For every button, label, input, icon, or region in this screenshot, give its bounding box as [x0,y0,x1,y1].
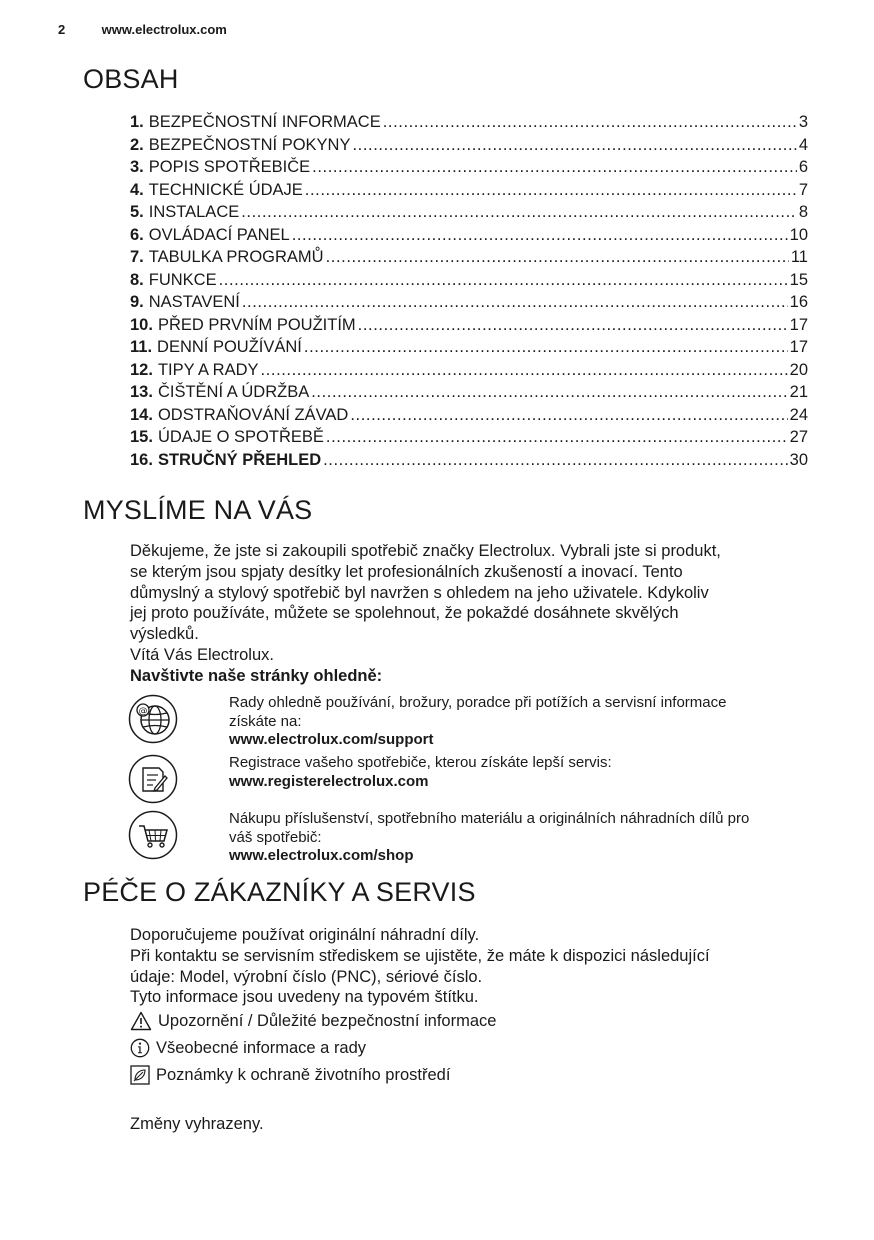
toc-item-title: POPIS SPOTŘEBIČE [148,158,311,176]
toc-leader [242,291,788,314]
intro-text [130,541,820,687]
service-text [130,925,820,1008]
legend-environment-text: Poznámky k ochraně životního prostředí [156,1065,451,1084]
toc-item-page: 7 [798,180,808,199]
toc-item[interactable] [130,359,808,382]
legend-warning-text: Upozornění / Důležité bezpečnostní informace [158,1011,497,1030]
svg-text:@: @ [138,706,148,717]
toc-leader [261,359,788,382]
website-link[interactable]: www.electrolux.com [101,22,227,37]
toc-item-page: 8 [798,203,808,221]
toc-item-page: 15 [789,270,808,289]
toc-item-page: 11 [790,248,808,266]
toc-item[interactable] [130,449,808,472]
toc-leader [383,111,797,134]
toc-item-page: 6 [798,158,808,176]
support-link-text [229,694,814,750]
registration-form-icon [128,754,178,804]
toc-item[interactable] [130,179,808,202]
toc-item-number: 14. [130,405,153,424]
register-link-text [229,754,814,791]
toc-item-page: 17 [789,315,808,334]
toc-item-title: PŘED PRVNÍM POUŽITÍM [157,315,356,334]
toc-item-number: 3. [130,158,144,176]
support-url[interactable]: www.electrolux.com/support [229,731,434,748]
toc-item[interactable] [130,404,808,427]
legend-environment [130,1065,450,1085]
toc-leader [323,449,788,472]
intro-line: důmyslný a stylový spotřebič byl navržen s ohledem na jeho uživatele. Kdykoliv [130,583,709,602]
table-of-contents [130,111,808,471]
shop-url[interactable]: www.electrolux.com/shop [229,847,414,864]
toc-item-title: TIPY A RADY [157,360,259,379]
toc-item-title: NASTAVENÍ [148,293,240,311]
toc-item-title: ÚDAJE O SPOTŘEBĚ [157,428,324,446]
toc-item-page: 24 [789,405,808,424]
toc-item-number: 10. [130,315,153,334]
toc-item-number: 9. [130,293,144,311]
toc-item[interactable] [130,224,808,247]
toc-item-number: 6. [130,225,144,244]
register-url[interactable]: www.registerelectrolux.com [229,772,429,790]
page-number: 2 [58,22,66,37]
toc-item-number: 8. [130,270,144,289]
intro-line: jej proto používáte, můžete se spolehnout, že pokaždé dosáhnete skvělých [130,604,679,623]
toc-item-page: 16 [789,293,808,311]
toc-item[interactable] [130,111,808,134]
toc-item-number: 2. [130,135,144,154]
toc-item[interactable] [130,156,808,179]
toc-item-title: STRUČNÝ PŘEHLED [157,450,322,469]
toc-item[interactable] [130,246,808,269]
toc-item-page: 21 [789,383,808,401]
toc-leader [311,381,787,404]
toc-item-title: DENNÍ POUŽÍVÁNÍ [157,338,302,356]
toc-leader [292,224,788,247]
section-heading-service: PÉČE O ZÁKAZNÍKY A SERVIS [83,877,476,907]
globe-icon [128,694,178,744]
toc-leader [326,246,789,269]
toc-leader [350,404,787,427]
toc-item-number: 15. [130,428,153,446]
service-line: údaje: Model, výrobní číslo (PNC), sériové číslo. [130,967,483,986]
toc-item-page: 27 [789,428,808,446]
toc-item-page: 3 [798,113,808,131]
toc-item-title: BEZPEČNOSTNÍ POKYNY [148,135,351,154]
toc-item-number: 12. [130,360,153,379]
toc-item[interactable] [130,291,808,314]
support-desc-1: Rady ohledně používání, brožury, poradce při potížích a servisní informace [229,694,727,711]
toc-item[interactable] [130,314,808,337]
toc-item-page: 4 [798,135,808,154]
toc-item-title: ČIŠTĚNÍ A ÚDRŽBA [157,383,310,401]
toc-item-title: BEZPEČNOSTNÍ INFORMACE [148,113,381,131]
toc-item-page: 20 [789,360,808,379]
toc-leader [312,156,797,179]
toc-item-number: 13. [130,383,153,401]
toc-item-title: INSTALACE [148,203,240,221]
toc-leader [305,179,797,202]
toc-item-number: 4. [130,180,144,199]
toc-item-title: TECHNICKÉ ÚDAJE [148,180,303,199]
toc-item[interactable] [130,426,808,449]
toc-item-title: TABULKA PROGRAMŮ [148,248,324,266]
toc-item[interactable] [130,381,808,404]
support-desc-2: získáte na: [229,712,302,730]
toc-item-page: 17 [789,338,808,356]
intro-line: Děkujeme, že jste si zakoupili spotřebič značky Electrolux. Vybrali jste si produkt, [130,542,721,560]
toc-item-title: ODSTRAŇOVÁNÍ ZÁVAD [157,405,349,424]
toc-leader [241,201,797,224]
toc-leader [352,134,796,157]
legend-warning [130,1011,496,1031]
service-line: Při kontaktu se servisním střediskem se ujistěte, že máte k dispozici následující [130,946,710,965]
shop-desc-1: Nákupu příslušenství, spotřebního materiálu a originálních náhradních dílů pro [229,810,750,827]
toc-leader [219,269,788,292]
service-line: Doporučujeme používat originální náhradní díly. [130,926,480,944]
toc-item-page: 10 [789,225,808,244]
changes-note: Změny vyhrazeny. [130,1115,264,1133]
info-icon [130,1038,150,1058]
toc-item-page: 30 [789,450,808,469]
toc-item-number: 7. [130,248,144,266]
shop-desc-2: váš spotřebič: [229,828,322,846]
register-desc: Registrace vašeho spotřebiče, kterou získáte lepší servis: [229,754,612,771]
service-line: Tyto informace jsou uvedeny na typovém štítku. [130,988,479,1007]
toc-item-number: 11. [130,338,153,356]
toc-item-title: OVLÁDACÍ PANEL [148,225,290,244]
toc-heading: OBSAH [83,64,179,94]
toc-leader [304,336,788,359]
toc-leader [326,426,788,449]
warning-triangle-icon [130,1011,152,1031]
shop-link-text [229,810,814,866]
intro-line: se kterým jsou spjaty desítky let profesionálních zkušeností a inovací. Tento [130,562,683,581]
toc-item[interactable] [130,134,808,157]
page-header [58,22,227,37]
leaf-icon [130,1065,150,1085]
legend-info-text: Všeobecné informace a rady [156,1038,367,1057]
legend-info [130,1038,366,1058]
signature: Vítá Vás Electrolux. [130,645,274,664]
visit-label: Navštivte naše stránky ohledně: [130,666,383,685]
toc-item[interactable] [130,201,808,224]
toc-leader [358,314,788,337]
shopping-cart-icon [128,810,178,860]
intro-line: výsledků. [130,625,199,644]
toc-item-number: 16. [130,450,153,469]
toc-item-number: 5. [130,203,144,221]
toc-item-number: 1. [130,113,144,131]
toc-item[interactable] [130,336,808,359]
toc-item[interactable] [130,269,808,292]
toc-item-title: FUNKCE [148,270,217,289]
section-heading-myslime: MYSLÍME NA VÁS [83,495,313,525]
